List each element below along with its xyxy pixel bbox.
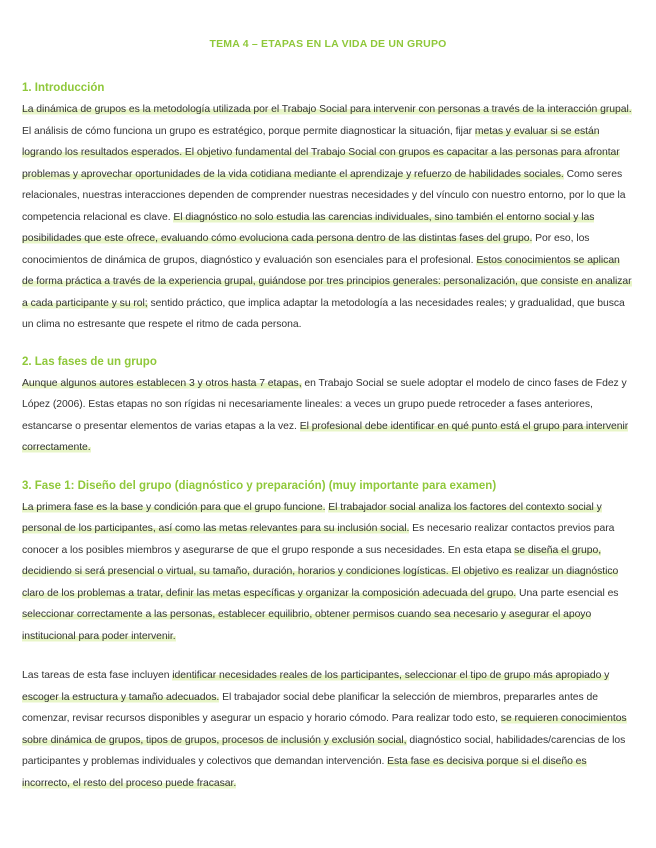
section-introduccion bbox=[22, 80, 634, 336]
section-heading: 3. Fase 1: Diseño del grupo (diagnóstico y preparación) (muy importante para examen) bbox=[22, 479, 497, 492]
paragraph-text: diagnóstico social, habilidades/carencias de los participantes y problemas individuales y colectivos que demandan intervención. bbox=[22, 734, 626, 767]
section-fase-1-diseno bbox=[22, 478, 634, 795]
paragraph-text: Como seres relacionales, nuestras interacciones dependen de comprender nuestras necesidades y del vínculo con nuestro entorno, por lo que la competencia relacional es clave. bbox=[22, 168, 626, 223]
highlighted-text: El diagnóstico no solo estudia las carencias individuales, sino también el entorno social y las posibilidades que este ofrece, evaluando cómo evoluciona cada persona dentro de las distintas fases del grupo. bbox=[22, 211, 595, 244]
paragraph-text: El análisis de cómo funciona un grupo es estratégico, porque permite diagnosticar la situación, fijar bbox=[22, 125, 475, 137]
paragraph-text: El trabajador social debe planificar la selección de miembros, prepararles antes de comenzar, revisar recursos disponibles y asegurar un espacio y horario cómodo. Para realizar todo esto, bbox=[22, 691, 598, 724]
highlighted-text: El profesional debe identificar en qué punto está el grupo para intervenir correctamente. bbox=[22, 420, 629, 453]
highlighted-text: identificar necesidades reales de los participantes, seleccionar el tipo de grupo más apropiado y escoger la estructura y tamaño adecuados. bbox=[22, 670, 610, 703]
highlighted-text: La dinámica de grupos es la metodología utilizada por el Trabajo Social para intervenir con personas a través de la interacción grupal. bbox=[22, 104, 632, 115]
section-heading: 2. Las fases de un grupo bbox=[22, 355, 157, 368]
paragraph-text: sentido práctico, que implica adaptar la metodología a las necesidades reales; y gradualidad, que busca un clima no estresante que respete el ritmo de cada persona. bbox=[22, 297, 625, 330]
section-paragraph bbox=[22, 665, 634, 794]
highlighted-text: La primera fase es la base y condición para que el grupo funcione. bbox=[22, 501, 326, 513]
paragraph-text: Por eso, los conocimientos de dinámica de grupos, diagnóstico y evaluación son esenciales para el profesional. bbox=[22, 233, 590, 266]
paragraph-text: Las tareas de esta fase incluyen bbox=[22, 670, 173, 681]
highlighted-text: metas y evaluar si se están logrando los resultados esperados. El objetivo fundamental del Trabajo Social con grupos es capacitar a las personas para afrontar problemas y aprovechar oportunidades de la vida cotidiana mediante el aprendizaje y refuerzo de habilidades sociales. bbox=[22, 125, 620, 180]
highlighted-text: se requieren conocimientos sobre dinámica de grupos, tipos de grupos, procesos de inclusión y exclusión social, bbox=[22, 713, 627, 746]
highlighted-text: seleccionar correctamente a las personas, establecer equilibrio, obtener permisos cuando sea necesario y asegurar el apoyo institucional para poder intervenir. bbox=[22, 609, 592, 642]
section-paragraph bbox=[22, 373, 634, 459]
paragraph-text: Una parte esencial es bbox=[516, 587, 619, 599]
highlighted-text: Aunque algunos autores establecen 3 y otros hasta 7 etapas, bbox=[22, 377, 302, 389]
highlighted-text: Esta fase es decisiva porque si el diseño es incorrecto, el resto del proceso puede fracasar. bbox=[22, 756, 587, 789]
highlighted-text: Estos conocimientos se aplican de forma práctica a través de la experiencia grupal, guiándose por tres principios generales: personalización, que consiste en analizar a cada participante y su rol; bbox=[22, 254, 632, 309]
section-paragraph bbox=[22, 497, 634, 648]
paragraph-text: en Trabajo Social se suele adoptar el modelo de cinco fases de Fdez y López (2006). Estas etapas no son rígidas ni necesariamente lineales: a veces un grupo puede retroceder a fases anteriores, estancarse o presentar elementos de varias etapas a la vez. bbox=[22, 377, 627, 432]
section-fases-grupo bbox=[22, 354, 634, 459]
paragraph-text: Es necesario realizar contactos previos para conocer a los posibles miembros y asegurarse de que el grupo responde a sus necesidades. En esta etapa bbox=[22, 523, 615, 556]
section-paragraph bbox=[22, 99, 634, 336]
section-heading: 1. Introducción bbox=[22, 82, 105, 94]
highlighted-text: se diseña el grupo, decidiendo si será presencial o virtual, su tamaño, duración, horarios y condiciones logísticas. El objetivo es realizar un diagnóstico claro de los problemas a tratar, definir las metas específicas y organizar la composición adecuada del grupo. bbox=[22, 544, 619, 599]
highlighted-text: El trabajador social analiza los factores del contexto social y personal de los participantes, así como las metas relevantes para su inclusión social. bbox=[22, 501, 602, 534]
document-title: TEMA 4 – ETAPAS EN LA VIDA DE UN GRUPO bbox=[209, 38, 447, 50]
